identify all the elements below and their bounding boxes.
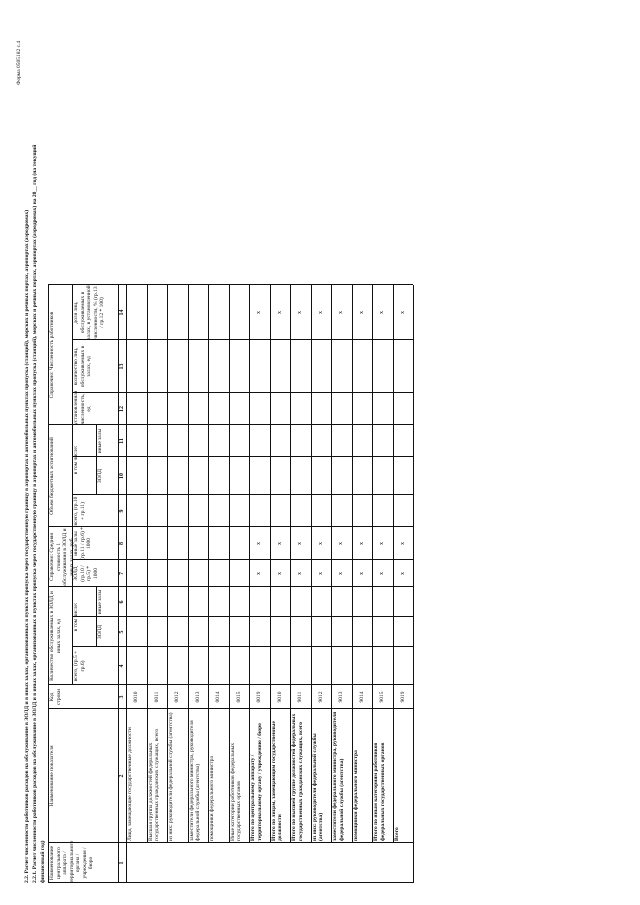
heading-2: 2.2.1. Расчет численности работников расходов на обслуживание в ЗОЛД и в иных залах, организованных в пунктах пропуска через государственную границу в аэропортах и автомобильных пунктах пропуска (станций), морских и речных портах, аэропортах (аэродромах) на 20__ год (на текущий (32, 144, 38, 883)
header-budget-group: Объем бюджетных ассигнований (49, 437, 55, 515)
column-number: 12 (119, 406, 125, 412)
header-count-group: Количество обслуживаемых в ЗОЛД и иных залах, ед (49, 591, 62, 681)
row-code: 9010 (276, 691, 283, 703)
x-mark: x (358, 311, 365, 314)
header-col-7: ЗОЛД (гр.10 / гр.5) * 1000 (73, 565, 99, 582)
x-mark: x (317, 542, 324, 545)
x-mark: x (317, 311, 324, 314)
row-code: 9015 (379, 691, 385, 703)
row-label: Лица, замещающие государственные должности (127, 727, 133, 841)
row-label: из них: руководители федеральной службы (агентства) (168, 712, 174, 841)
x-mark: x (256, 311, 262, 314)
x-mark: x (358, 572, 365, 575)
column-number: 9 (119, 509, 125, 513)
column-number: 11 (119, 438, 125, 444)
row-label: Иные категории работников федеральных государственных органов (229, 742, 242, 841)
header-col-12: установленная численность, ед (73, 390, 92, 425)
x-mark: x (338, 542, 344, 545)
header-col-13: количество лиц, обслуживаемых в залах, ед (73, 345, 92, 388)
x-mark: x (379, 542, 385, 545)
header-col-9: всего, (гр.10 + гр.11) (73, 496, 86, 526)
row-label: Всего (393, 827, 400, 841)
x-mark: x (256, 572, 262, 575)
x-mark: x (379, 572, 385, 575)
row-code: 9014 (358, 691, 365, 703)
column-number: 13 (119, 363, 125, 370)
row-label: Итого по иным категориям работников федеральных государственных органов (373, 742, 386, 841)
header-staff-group: Справочно: Численность работников (49, 311, 55, 399)
header-incl: в том числе: (73, 602, 79, 632)
x-mark: x (297, 572, 303, 575)
x-mark: x (317, 572, 324, 575)
row-label: помощники федерального министра (209, 756, 215, 841)
x-mark: x (297, 311, 303, 314)
row-label: помощники федерального министра (352, 750, 359, 841)
x-mark: x (358, 542, 365, 545)
row-code: 0019 (256, 691, 262, 703)
x-mark: x (276, 311, 283, 314)
column-number: 2 (119, 774, 125, 778)
row-label: заместители федерального министра, руководителя федеральной службы (агентства) (332, 711, 345, 841)
header-col-14: доля лиц, обслуживаемых в залах, в установленной численности, % (гр.13 / гр.12 * 100) (73, 285, 105, 340)
header-col-2: Наименование показателя (49, 745, 55, 807)
column-number: 3 (119, 695, 125, 699)
column-number: 5 (119, 630, 125, 634)
row-code: 9011 (297, 691, 303, 703)
row-label: Итого по центральному аппарату / территориальному органу / учреждению / бюро (250, 723, 263, 841)
header-col-11: иные залы (97, 428, 103, 454)
row-code: 0012 (174, 691, 180, 703)
x-mark: x (399, 542, 406, 545)
column-number: 14 (119, 309, 125, 316)
row-code: 0015 (235, 691, 242, 703)
column-number: 10 (119, 473, 125, 479)
column-number: 7 (119, 572, 125, 575)
row-line (413, 285, 414, 843)
heading-3: финансовый год) (40, 840, 46, 883)
form-code: Форма 0505182 с.4 (16, 40, 22, 85)
column-number: 4 (119, 664, 125, 668)
header-col-5: ЗОЛД (97, 625, 103, 639)
row-label: Итого по высшей группе должностей федеральных государственных гражданских служащих, всего (291, 713, 304, 841)
row-code: 0010 (133, 691, 139, 703)
column-number: 6 (119, 600, 125, 604)
header-col-4: всего, (гр.5 + гр.6) (73, 650, 86, 682)
row-code: 9013 (338, 691, 344, 703)
row-label: заместители федерального министра, руководителя федеральной службы (агентства) (188, 720, 201, 841)
row-code: 0011 (153, 691, 160, 703)
row-code: 0013 (194, 691, 201, 703)
header-col-6: иные залы (97, 589, 103, 615)
x-mark: x (338, 311, 344, 314)
x-mark: x (297, 542, 303, 545)
row-label: Высшая группа должностей федеральных государственных гражданских служащих, всего (147, 728, 160, 841)
column-number: 1 (119, 861, 125, 865)
header-cost-group: Справочно: Средняя стоимость 1 обслуживания в ЗОЛД и иных залах, руб (49, 528, 75, 586)
header-col-8: иные залы (гр.11 / гр.6) * 1000 (73, 527, 92, 560)
x-mark: x (276, 572, 283, 575)
header-col-1: Наименование центрального аппарата / территориального органа / учреждения / бюро (49, 840, 94, 883)
row-code: 9019 (399, 691, 406, 703)
header-col-10: ЗОЛД (97, 469, 103, 483)
row-code: 9012 (317, 691, 324, 703)
header-col-3: Код строки (49, 688, 62, 706)
row-label: Итого по лицам, замещающим государственные должности (270, 721, 283, 841)
x-mark: x (379, 311, 385, 314)
x-mark: x (256, 542, 262, 545)
x-mark: x (338, 572, 344, 575)
heading-1: 2.2. Расчет численности работников расходов на обслуживание в ЗОЛД и в иных залах, организованных в пунктах пропуска через государственную границу в аэропортах и автомобильных пунктах пропуска (станций), морских и речных портах, аэропортах (аэродромах) (24, 209, 30, 883)
column-number: 8 (119, 542, 125, 545)
row-code: 0014 (215, 691, 221, 703)
x-mark: x (399, 572, 406, 575)
x-mark: x (399, 311, 406, 314)
x-mark: x (276, 542, 283, 545)
header-incl-2: в том числе: (73, 445, 79, 475)
row-label: из них: руководители федеральной службы (агентства) (311, 733, 324, 841)
